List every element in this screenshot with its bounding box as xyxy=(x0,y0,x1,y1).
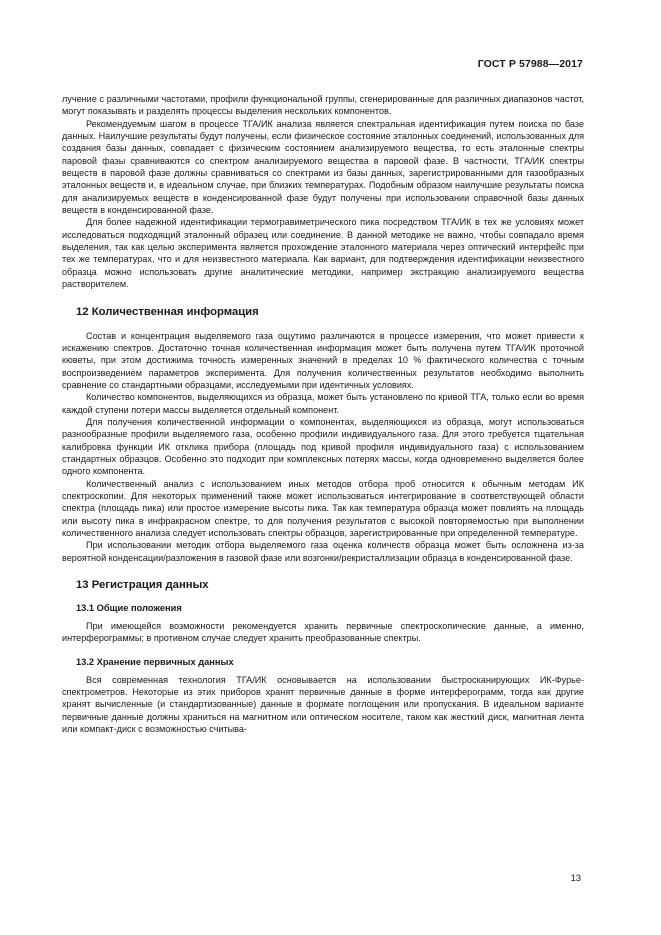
subsection-13-1-heading: 13.1 Общие положения xyxy=(76,603,182,614)
paragraph: Состав и концентрация выделяемого газа ощутимо различаются в процессе измерения, что может привести к искажению спектров. Достаточно точная количественная информация может быть получена путем ТГА/ИК проточной кюветы, при этом достижима точность измеренных значений в пределах 10 % фактического количества с точным воспроизведением параметров эксперимента. Для получения количественных результатов необходимо выполнить сравнение со стандартными образцами, исследуемыми при идентичных условиях. xyxy=(62,330,584,390)
standard-header: ГОСТ Р 57988—2017 xyxy=(477,58,583,70)
page-content xyxy=(62,93,584,735)
paragraph: Для получения количественной информации о компонентах, выделяющихся из образца, могут использоваться разнообразные профили выделяемого газа, особенно профили индивидуального газа. Для этого требуется тщательная калибровка функции ИК отклика прибора (площадь под кривой профиля индивидуального газа) с использованием стандартных образцов. Особенно это подходит при комплексных потерях массы, когда одновременно выделяется более одного компонента. xyxy=(62,416,584,477)
section-13-heading: 13 Регистрация данных xyxy=(76,579,209,592)
paragraph: Для более надежной идентификации термогравиметрического пика посредством ТГА/ИК в тех же условиях может исследоваться подходящий эталонный образец или соединение. В данной методике не важно, чтобы совпадало время выделения, так как целью эксперимента является прохождение эталонного материала через оптический интерфейс при тех же температурах, что и для неизвестного материала. Как вариант, для подтверждения идентификации неизвестного образца можно использовать другие аналитические методики, например экстракцию анализируемого вещества растворителем. xyxy=(62,217,584,290)
paragraph: При использовании методик отбора выделяемого газа оценка количеств образца может быть осложнена из-за вероятной конденсации/разложения в газовой фазе или возгонки/рекристаллизации образца в конденсированной фазе. xyxy=(62,540,584,563)
paragraph: Рекомендуемым шагом в процессе ТГА/ИК анализа является спектральная идентификация путем поиска по базе данных. Наилучшие результаты будут получены, если физическое состояние эталонных соединений, использованных для создания базы данных, совпадает с физическим состоянием анализируемого вещества, то есть эталонные спектры паровой фазы сравниваются со спектром анализируемого вещества в паровой фазе. В частности, ТГА/ИК спектры веществ в паровой фазе должны сравниваться со спектрами из базы данных, зарегистрированными для газообразных эталонных веществ и, в идеальном случае, при близких температурах. Подобным образом наилучшие результаты поиска для анализируемых веществ в конденсированной фазе будут получены при использовании справочной базы данных веществ в конденсированной фазе. xyxy=(62,118,584,216)
section-12-heading: 12 Количественная информация xyxy=(76,305,259,318)
page-number: 13 xyxy=(570,873,581,883)
paragraph: Количественный анализ с использованием иных методов отбора проб относится к обычным методам ИК спектроскопии. Для некоторых применений также может использоваться интегрирование в соответствующей области спектра (площадь пика) или простое измерение высоты пика. Так как температура образца может повлиять на площадь или высоту пика в инфракрасном спектре, то для получения результатов с высокой повторяемостью при выполнении количественного анализа следует использовать спектры образцов, зарегистрированные при определенной температуре. xyxy=(62,478,584,538)
paragraph: Количество компонентов, выделяющихся из образца, может быть установлено по кривой ТГА, только если во время каждой ступени потери массы выделяется отдельный компонент. xyxy=(62,392,584,415)
paragraph: лучение с различными частотами, профили функциональной группы, сгенерированные для различных диапазонов частот, могут показывать и разделять процессы выделения нескольких компонентов. xyxy=(62,94,584,117)
subsection-13-2-heading: 13.2 Хранение первичных данных xyxy=(76,656,234,667)
paragraph: Вся современная технология ТГА/ИК основывается на использовании быстросканирующих ИК-Фурье-спектрометров. Некоторые из этих приборов хранят первичные данные в форме интерферограмм, тогда как другие хранят вычисленные (и стандартизованные) данные в формате поглощения или пропускания. В идеальном варианте первичные данные должны храниться на магнитном или оптическом носителе, таком как жесткий диск, магнитная лента или компакт-диск с возможностью считыва- xyxy=(62,674,584,735)
paragraph: При имеющейся возможности рекомендуется хранить первичные спектроскопические данные, а именно, интерферограммы; в противном случае следует хранить преобразованные спектры. xyxy=(62,621,584,644)
